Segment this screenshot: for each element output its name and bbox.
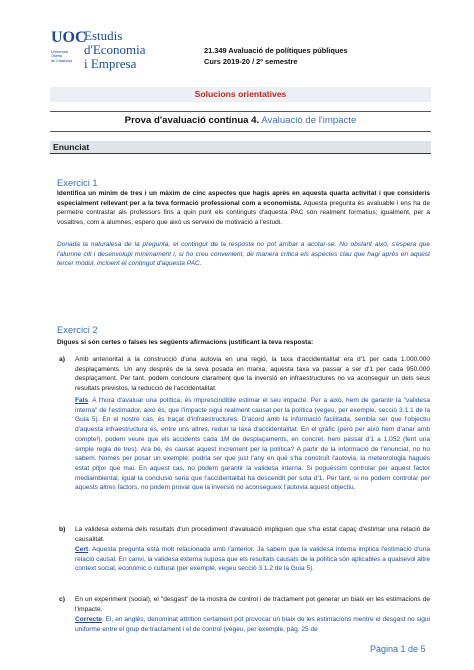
item-a-verdict: Fals bbox=[75, 397, 89, 404]
page-header bbox=[51, 29, 431, 79]
item-b-answer: Cert. Aquesta pregunta està molt relacionada amb l'anterior. Ja sabem que la validesa interna implica l'estimació d'una relació causal. En canvi, la validesa externa suposa que els resultats causals de la política són aplicables a qualsevol altre context social, econòmic o cultural (per exemple, vegeu secció 3.1.2 de la Guia 5). bbox=[75, 546, 430, 573]
exercise-2-title: Exercici 2 bbox=[57, 324, 98, 335]
title-rule-top bbox=[50, 111, 431, 112]
title-rule-bottom bbox=[50, 131, 431, 132]
item-a-label: a) bbox=[59, 356, 66, 363]
item-b-statement: La validesa externa dels resultats d'un procediment d'avaluació impliquen que s'ha estat capaç d'estimar una relació de causalitat. bbox=[75, 526, 430, 543]
exercise-1-statement: Identifica un mínim de tres i un màxim de cinc aspectes que hagis après en aquesta quarta activitat i que consideris especialment rellevant per a la teva formació professional com a economista. Aquesta pregunta és avaluable i ens ha de permetre contrastar als professors fins a quin punt els continguts d'aquesta PAC són realment formatius; igualment, per a vosaltres, com a alumnes, espero que això us serveixi de motivació a l'estudi. bbox=[57, 190, 431, 226]
document-title: Prova d'avaluació contínua 4. Avaluació de l'impacte bbox=[124, 115, 357, 126]
item-b-verdict: Cert bbox=[75, 546, 89, 553]
exercise-2-intro: Digues si són certes o falses les següents afirmacions justificant la teva resposta: bbox=[57, 339, 314, 346]
course-info: 21.349 Avaluació de polítiques públiques Curs 2019-20 / 2º semestre bbox=[204, 46, 348, 66]
exercise-1-note: Donada la naturalesa de la pregunta, el contingut de la resposta no pot arribar a acotar-se. No obstant això, s'espera que l'alumne citi i desenvolupi mínimament i, si ho creu convenient, de manera crítica els aspectes clau que hagi après en aquest tercer mòdul, incloent el contingut d'aquesta PAC. bbox=[57, 241, 430, 268]
item-a-statement: Amb anterioritat a la construcció d'una autovia en una regió, la taxa d'accidentalitat era d'1 per cada 1.000.000 desplaçaments. Un any després de la seva posada en marxa, aquesta taxa va passar a ser d'1 per cada 950.000 desplaçament. Per tant, podem concloure clarament que la inversió en infraestructures no va aconseguir un dels seus resultats previstos, la reducció de l'accidentalitat. bbox=[75, 356, 430, 392]
solutions-banner: Solucions orientatives bbox=[50, 87, 431, 102]
item-c-statement: En un experiment (social), el "desgast" de la mostra de control i de tractament pot generar un biaix en les estimacions de l'impacte. bbox=[75, 596, 430, 613]
item-c-label: c) bbox=[59, 596, 66, 603]
page-number: Pàgina 1 de 5 bbox=[370, 644, 426, 654]
item-c-answer: Correcte. El, en anglès, denominat attrition certament pot provocar un biaix de les estimacions mentre el desgast no sigui uniforme entre el grup de tractament i el de control (vegeu, per exemple, pàg. 25 de bbox=[75, 616, 430, 633]
exercise-1-title: Exercici 1 bbox=[57, 177, 98, 188]
item-b-label: b) bbox=[59, 526, 66, 533]
item-c-verdict: Correcte bbox=[75, 616, 102, 623]
item-a-answer: Fals. A l'hora d'avaluar una política, és imprescindible estimar el seu impacte. Per a això, hem de garantir la "validesa interna" de l'estimador, això és, que l'impacte sigui realment causat per la política (vegeu, per exemple, secció 3.1.1 de la Guia 5). En el nostre cas, és traçat d'infraestructures. D'acord amb la informació facilitada, sembla ser que l'objectiu d'aquesta infraestructura és, entre uns altres, reduir la taxa d'accidentalitat. En el gràfic (però per això hem d'anar amb compte!), podem veure que els accidents cada 1M de desplaçaments, en concret, hem passat d'1 a 1,052 (fent una simple regla de tres). Ara bé, és causat aquest increment per la política? A partir de la informació de l'enunciat, no ho sabem. Només per posar un exemple: podria ser que just l'any en què s'ha construït l'autovia, la meteorologia hagués estat pitjor que mai. En aquest cas, no podem garantir la validesa interna. Si poguéssim controlar per aquest factor mediambiental, igual la conclusió seria que l'accidentalitat ha descendit per sota d'1. Per tant, si no podem controlar per aquests altres factors, no podem provar que la inversió no aconsegueix l'autovia aquest objectiu. bbox=[75, 397, 430, 492]
uoc-logo-mark: UOC bbox=[51, 29, 87, 46]
uoc-logo-text: Estudis d'Economia i Empresa bbox=[84, 28, 146, 71]
uoc-logo-subtitle: Universitat Oberta de Catalunya bbox=[51, 50, 73, 63]
section-heading-enunciat: Enunciat bbox=[50, 141, 431, 154]
